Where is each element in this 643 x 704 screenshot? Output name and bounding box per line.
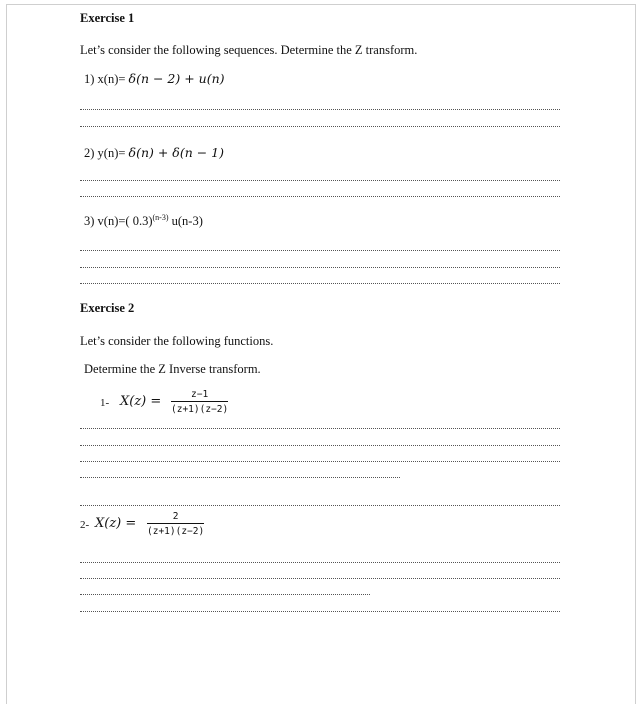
exercise-1-question-1 [84,71,225,87]
answer-line [80,477,400,478]
answer-line [80,461,560,462]
answer-line [80,283,560,284]
question-2-expression: δ(n) + δ(n − 1) [128,145,224,160]
answer-line [80,505,560,506]
exercise-2-question-2-lhs: X(z) = [95,516,137,531]
exercise-1-intro: Let’s consider the following sequences. Determine the Z transform. [80,43,418,57]
exercise-1-question-2 [84,145,224,161]
exercise-2-title: Exercise 2 [80,301,135,315]
exercise-2-question-1-fraction [171,389,228,415]
answer-line [80,109,560,110]
fraction-denominator: (z+1)(z−2) [171,404,229,415]
answer-line [80,594,370,595]
answer-line [80,445,560,446]
answer-line [80,428,560,429]
exercise-1-question-3 [84,214,203,229]
answer-line [80,126,560,127]
exercise-2-question-2-fraction [147,511,204,537]
exercise-2-question-1-label: 1- [100,397,110,409]
fraction-denominator: (z+1)(z−2) [147,526,205,537]
question-1-label: 1) x(n)= [84,72,129,86]
answer-line [80,611,560,612]
exercise-2-intro: Let’s consider the following functions. [80,334,274,348]
answer-line [80,578,560,579]
exercise-2-instruction: Determine the Z Inverse transform. [84,362,261,376]
fraction-numerator: 2 [172,511,179,522]
fraction-numerator: z−1 [191,389,209,400]
answer-line [80,562,560,563]
question-1-expression: δ(n − 2) + u(n) [128,71,225,86]
question-2-label: 2) y(n)= [84,146,129,160]
answer-line [80,180,560,181]
exercise-2-question-2-label: 2- [80,519,90,531]
question-3-exponent: (n-3) [152,213,169,222]
exercise-2-question-1-lhs: X(z) = [120,394,162,409]
exercise-1-title: Exercise 1 [80,11,135,25]
answer-line [80,250,560,251]
question-3-tail: u(n-3) [168,214,203,228]
answer-line [80,196,560,197]
question-3-label: 3) v(n)=( 0.3) [84,214,153,228]
answer-line [80,267,560,268]
